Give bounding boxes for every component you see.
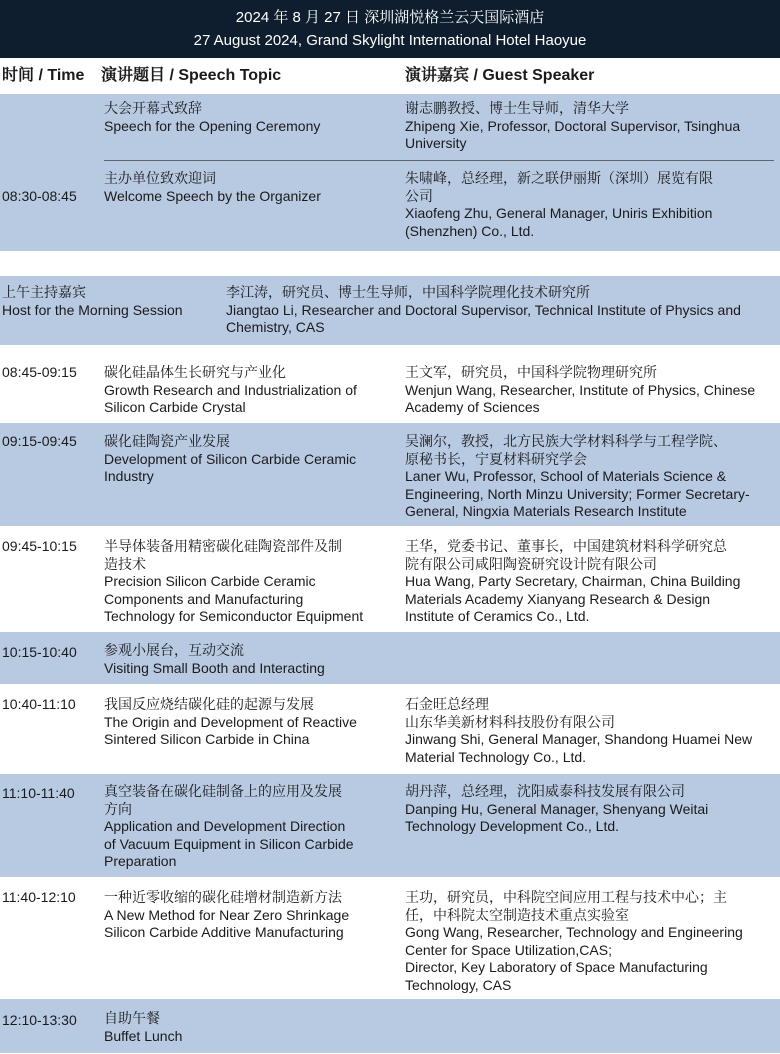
session-topic: 碳化硅陶瓷产业发展 Development of Silicon Carbide Ceramic Industry bbox=[104, 433, 357, 484]
session-row bbox=[0, 423, 780, 526]
session-topic: 一种近零收缩的碳化硅增材制造新方法 A New Method for Near Zero Shrinkage Silicon Carbide Additive Manufacturing bbox=[104, 889, 350, 940]
session-topic: 真空装备在碳化硅制备上的应用及发展 方向 Application and Development Direction of Vacuum Equipment in Silicon Carbide Preparation bbox=[104, 783, 354, 869]
session-speaker: 王华，党委书记、董事长，中国建筑材料科学研究总 院有限公司咸阳陶瓷研究设计院有限公司 Hua Wang, Party Secretary, Chairman, China Building Materials Academy Xianyang Research & Design Institute of Ceramics Co., Ltd. bbox=[405, 538, 741, 624]
session-row bbox=[0, 879, 780, 997]
session-speaker: 吴澜尔，教授，北方民族大学材料科学与工程学院、 原秘书长，宁夏材料研究学会 Laner Wu, Professor, School of Materials Science & Engineering, North Minzu University; Former Secretary- General, Ningxia Materials Research Institute bbox=[405, 433, 750, 519]
header-date-venue-en: 27 August 2024, Grand Skylight International Hotel Haoyue bbox=[193, 32, 587, 49]
session-row bbox=[0, 774, 780, 877]
session-topic: 碳化硅晶体生长研究与产业化 Growth Research and Industrialization of Silicon Carbide Crystal bbox=[104, 364, 357, 415]
opening-topic-2: 主办单位致欢迎词 Welcome Speech by the Organizer bbox=[104, 170, 321, 204]
session-topic: 我国反应烧结碳化硅的起源与发展 The Origin and Development of Reactive Sintered Silicon Carbide in China bbox=[104, 696, 357, 747]
session-topic: 半导体装备用精密碳化硅陶瓷部件及制 造技术 Precision Silicon Carbide Ceramic Components and Manufacturing Technology for Semiconductor Equipment bbox=[104, 538, 364, 624]
column-header-time: 时间 / Time bbox=[2, 67, 85, 84]
session-topic: 参观小展台，互动交流 Visiting Small Booth and Interacting bbox=[104, 642, 325, 676]
session-row bbox=[0, 686, 780, 772]
session-row bbox=[0, 999, 780, 1053]
opening-block bbox=[0, 94, 780, 251]
session-topic: 自助午餐 Buffet Lunch bbox=[104, 1010, 183, 1044]
host-person: 李江涛，研究员、博士生导师，中国科学院理化技术研究所 Jiangtao Li, Researcher and Doctoral Supervisor, Technical Institute of Physics and Chemistry, CAS bbox=[226, 284, 741, 335]
session-row bbox=[0, 528, 780, 630]
session-time: 11:40-12:10 bbox=[2, 889, 76, 905]
column-header-speaker: 演讲嘉宾 / Guest Speaker bbox=[405, 67, 595, 84]
session-time: 09:45-10:15 bbox=[2, 538, 77, 554]
session-time: 12:10-13:30 bbox=[2, 1012, 77, 1028]
session-row bbox=[0, 632, 780, 684]
schedule-header bbox=[0, 0, 780, 58]
opening-speaker-2: 朱啸峰，总经理，新之联伊丽斯（深圳）展览有限 公司 Xiaofeng Zhu, General Manager, Uniris Exhibition (Shenzhen) Co., Ltd. bbox=[405, 170, 713, 239]
session-time: 09:15-09:45 bbox=[2, 433, 77, 449]
session-time: 11:10-11:40 bbox=[2, 785, 75, 801]
column-header-topic: 演讲题目 / Speech Topic bbox=[101, 67, 282, 84]
host-block bbox=[0, 276, 780, 345]
session-time: 10:15-10:40 bbox=[2, 644, 77, 660]
session-speaker: 王功，研究员，中科院空间应用工程与技术中心；主 任，中科院太空制造技术重点实验室 Gong Wang, Researcher, Technology and Engineering Center for Space Utilization,CAS; Director, Key Laboratory of Space Manufacturing Technology, CAS bbox=[405, 889, 743, 993]
opening-topic-1: 大会开幕式致辞 Speech for the Opening Ceremony bbox=[104, 100, 321, 134]
opening-time: 08:30-08:45 bbox=[2, 188, 77, 204]
opening-divider bbox=[104, 160, 774, 161]
host-label: 上午主持嘉宾 Host for the Morning Session bbox=[2, 284, 183, 318]
opening-speaker-1: 谢志鹏教授、博士生导师，清华大学 Zhipeng Xie, Professor, Doctoral Supervisor, Tsinghua University bbox=[405, 100, 741, 151]
header-date-venue-cn: 2024 年 8 月 27 日 深圳湖悦格兰云天国际酒店 bbox=[235, 9, 545, 26]
session-time: 08:45-09:15 bbox=[2, 364, 77, 380]
session-speaker: 石金旺总经理 山东华美新材料科技股份有限公司 Jinwang Shi, General Manager, Shandong Huamei New Material Technology Co., Ltd. bbox=[405, 696, 753, 765]
session-speaker: 王文军，研究员，中国科学院物理研究所 Wenjun Wang, Researcher, Institute of Physics, Chinese Academy of Sciences bbox=[405, 364, 756, 415]
session-speaker: 胡丹萍，总经理，沈阳威泰科技发展有限公司 Danping Hu, General Manager, Shenyang Weitai Technology Development Co., Ltd. bbox=[405, 783, 709, 834]
session-row bbox=[0, 355, 780, 421]
session-time: 10:40-11:10 bbox=[2, 696, 76, 712]
